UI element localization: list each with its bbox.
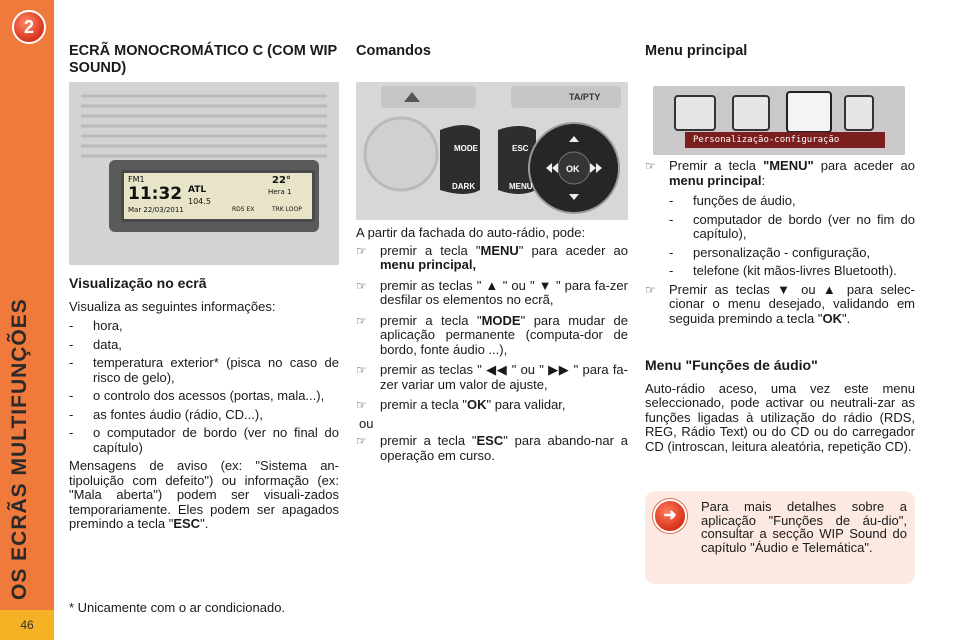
section-title-vertical: OS ECRÃS MULTIFUNÇÕES [8,298,31,600]
column-controls [356,43,628,60]
page-number: 46 [0,610,54,640]
main-menu-list [645,159,915,188]
list-item: ☞ premir a tecla "MODE" para mudar de aplicação permanente (computa-dor de bordo, fonte áudio ...), [356,312,628,357]
list-item: - computador de bordo (ver no fim do capítulo), [669,213,915,242]
radio-panel-photo [356,82,628,220]
mode-button: MODE [454,144,478,153]
display-time: 11:32 [128,184,183,204]
display-source: FM1 [128,175,145,184]
pointing-hand-icon: ☞ [356,434,367,448]
display-photo [69,82,339,265]
footnote: * Unicamente com o ar condicionado. [69,600,286,615]
display-date: Mar 22/03/2011 [128,206,184,214]
menu-button: MENU [509,182,533,191]
radio-panel-drawing [356,82,628,220]
arrow-note-icon: ➜ [653,499,687,533]
display-temperature: 22° [272,175,291,186]
menu-strip-label: Personalização-configuração [693,135,840,145]
list-item: - as fontes áudio (rádio, CD...), [69,408,339,423]
display-heading: ECRÃ MONOCROMÁTICO C (COM WIP SOUND) [69,43,337,76]
list-item: ☞ Premir a tecla "MENU" para aceder ao menu principal: [645,158,915,188]
display-hera: Hera 1 [268,188,292,196]
pointing-hand-icon: ☞ [356,363,367,377]
column-display [69,43,339,77]
pointing-hand-icon: ☞ [356,398,367,412]
display-frequency: 104.5 [188,197,211,206]
list-item: - hora, [69,319,339,334]
list-item: ☞ premir as teclas " ◀◀ " ou " ▶▶ " para fa-zer variar um valor de ajuste, [356,362,628,392]
ta-button: TA/PTY [569,92,601,102]
warning-paragraph: Mensagens de aviso (ex: "Sistema an-tipoluição com defeito") ou informação (ex: "Mala aberta") podem ser visuali-zados temporariamente. Eles podem ser apagados premindo a tecla "ESC". [69,458,339,531]
main-menu-heading: Menu principal [645,43,748,59]
column-main-menu [645,43,915,60]
ok-button: OK [566,164,580,174]
list-item: ☞ premir a tecla "ESC" para abando-nar a operação em curso. [356,433,628,463]
list-item: - data, [69,338,339,353]
pointing-hand-icon: ☞ [356,278,367,293]
pointing-hand-icon: ☞ [645,159,656,173]
display-info-list [69,319,339,455]
display-station: ATL [188,185,207,195]
audio-menu-heading: Menu "Funções de áudio" [645,357,818,373]
list-item: ☞ premir as teclas " ▲ " ou " ▼ " para fa-zer desfilar os elementos no ecrã, [356,277,628,307]
list-item: - o computador de bordo (ver no final do capítulo) [69,426,339,455]
esc-button: ESC [512,144,529,153]
list-item: ☞ Premir as teclas ▼ ou ▲ para selec-cionar o menu desejado, validando em seguida premindo a tecla "OK". [645,281,915,326]
note-text: Para mais detalhes sobre a aplicação "Funções de áu-dio", consultar a secção WIP Sound do capítulo "Áudio e Telemática". [701,499,907,555]
display-mode: TRK LOOP [272,206,302,213]
controls-section [356,226,628,469]
audio-menu-paragraph: Auto-rádio aceso, uma vez este menu seleccionado, pode activar ou neutrali-zar as funções ligadas à utilização do rádio (RDS, REG, Rádio Text) ou do CD ou do carregador CD (introscan, leitura aleatória, repetição CD). [645,380,915,454]
controls-intro: A partir da fachada do auto-rádio, pode: [356,225,586,240]
controls-list-last [356,434,628,463]
display-info-section [69,276,339,532]
pointing-hand-icon: ☞ [356,243,367,258]
main-menu-list-2 [645,283,915,327]
list-item: - personalização - configuração, [669,246,915,261]
list-item: - o controlo dos acessos (portas, mala...), [69,389,339,404]
list-item: ☞ premir a tecla "OK" para validar, [356,397,566,412]
list-item: - telefone (kit mãos-livres Bluetooth). [669,264,915,279]
visualization-intro: Visualiza as seguintes informações: [69,298,276,314]
controls-list [356,244,628,413]
note-box [645,491,915,584]
display-rds: RDS EX [232,206,255,213]
monochrome-display [121,170,315,222]
chapter-badge-icon: 2 [12,10,46,44]
dark-button: DARK [452,182,476,191]
pointing-hand-icon: ☞ [645,282,656,297]
visualization-subheading: Visualização no ecrã [69,275,207,291]
controls-heading: Comandos [356,43,431,59]
list-item: ☞ premir a tecla "MENU" para aceder ao menu principal, [356,242,628,272]
audio-menu-section [645,358,915,454]
main-menu-sublist [669,194,915,279]
main-menu-section [645,159,915,332]
or-text: ou [359,415,374,431]
list-item: - funções de áudio, [669,194,915,209]
main-menu-photo [653,86,905,155]
list-item: - temperatura exterior* (pisca no caso de risco de gelo), [69,356,339,385]
pointing-hand-icon: ☞ [356,313,367,328]
